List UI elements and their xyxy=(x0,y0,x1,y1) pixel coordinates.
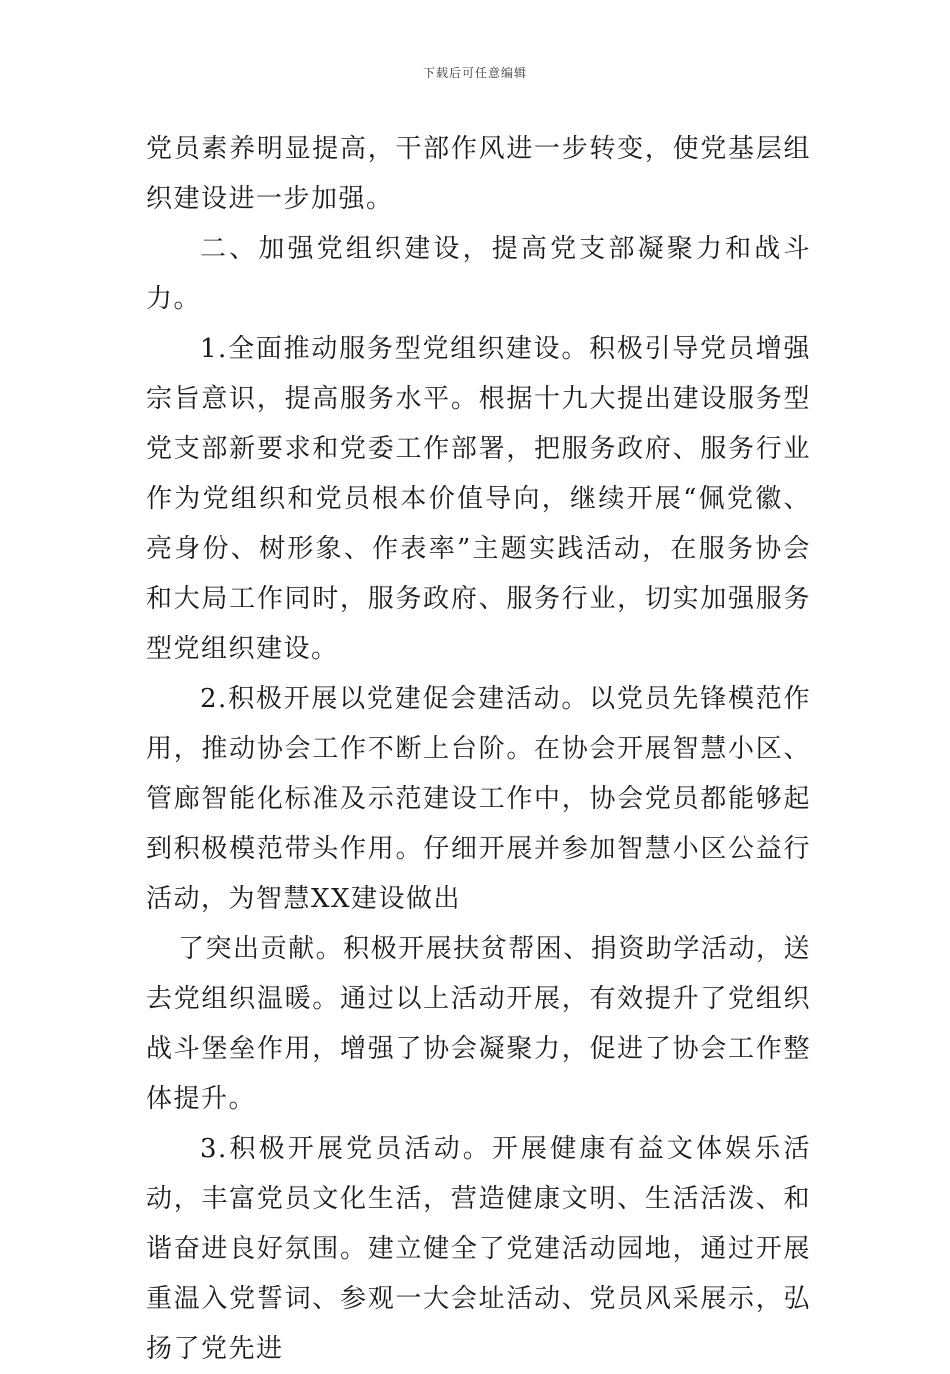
paragraph-1: 党员素养明显提高，干部作风进一步转变，使党基层组织建设进一步加强。 xyxy=(146,134,811,214)
paragraph-item-3: 3.积极开展党员活动。开展健康有益文体娱乐活动，丰富党员文化生活，营造健康文明、生活活泼、和谐奋进良好氛围。建立健全了党建活动园地，通过开展重温入党誓词、参观一大会址活动、党员风采展示，弘扬了党先进 xyxy=(146,1134,811,1364)
page-header: 下载后可任意编辑 xyxy=(422,66,527,80)
paragraph-item-1: 1.全面推动服务型党组织建设。积极引导党员增强宗旨意识，提高服务水平。根据十九大提出建设服务型党支部新要求和党委工作部署，把服务政府、服务行业作为党组织和党员根本价值导向，继续开展“佩党徽、亮身份、树形象、作表率”主题实践活动，在服务协会和大局工作同时，服务政府、服务行业，切实加强服务型党组织建设。 xyxy=(146,334,811,664)
paragraph-item-2-continued: 了突出贡献。积极开展扶贫帮困、捐资助学活动，送去党组织温暖。通过以上活动开展，有效提升了党组织战斗堡垒作用，增强了协会凝聚力，促进了协会工作整体提升。 xyxy=(146,934,811,1114)
document-body xyxy=(146,124,811,1374)
section-heading-2: 二、加强党组织建设，提高党支部凝聚力和战斗力。 xyxy=(146,234,811,314)
paragraph-item-2: 2.积极开展以党建促会建活动。以党员先锋模范作用，推动协会工作不断上台阶。在协会开展智慧小区、管廊智能化标准及示范建设工作中，协会党员都能够起到积极模范带头作用。仔细开展并参加智慧小区公益行活动，为智慧XX建设做出 xyxy=(146,684,811,914)
